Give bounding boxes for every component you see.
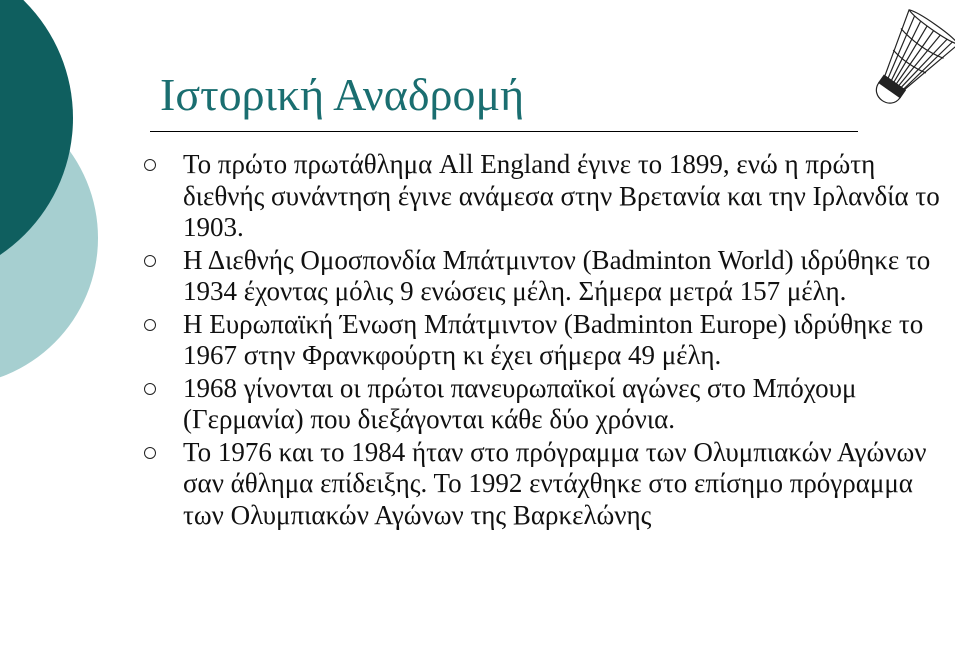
bullet-text: Το 1976 και το 1984 ήταν στο πρόγραμμα των Ολυμπιακών Αγώνων σαν άθλημα επίδειξης. Το 1992 εντάχθηκε στο επίσημο πρόγραμμα των Ολυμπιακών Αγώνων της Βαρκελώνης [183,436,927,530]
bullet-list [144,149,944,532]
bullet-item [144,437,944,532]
decorative-circles [0,0,140,672]
bullet-item [144,373,944,436]
bullet-text: Η Διεθνής Ομοσπονδία Μπάτμιντον (Badminton World) ιδρύθηκε το 1934 έχοντας μόλις 9 ενώσεις μέλη. Σήμερα μετρά 157 μέλη. [183,244,931,306]
bullet-text: Το πρώτο πρωτάθλημα All England έγινε το 1899, ενώ η πρώτη διεθνής συνάντηση έγινε ανάμεσα στην Βρετανία και την Ιρλανδία το 1903. [183,149,940,242]
hollow-circle-bullet-icon [144,159,156,171]
bullet-text: Η Ευρωπαϊκή Ένωση Μπάτμιντον (Badminton Europe) ιδρύθηκε το 1967 στην Φρανκφούρτη κι έχει σήμερα 49 μέλη. [183,308,924,370]
hollow-circle-bullet-icon [144,383,156,395]
title-underline [150,131,858,132]
bullet-item [144,245,944,308]
bullet-item [144,309,944,372]
hollow-circle-bullet-icon [144,255,156,267]
bullet-text: 1968 γίνονται οι πρώτοι πανευρωπαϊκοί αγώνες στο Μπόχουμ (Γερμανία) που διεξάγονται κάθε δύο χρόνια. [183,372,857,434]
bullet-item [144,149,944,244]
hollow-circle-bullet-icon [144,447,156,459]
hollow-circle-bullet-icon [144,319,156,331]
shuttlecock-icon [855,8,955,128]
slide-title: Ιστορική Αναδρομή [160,69,525,120]
